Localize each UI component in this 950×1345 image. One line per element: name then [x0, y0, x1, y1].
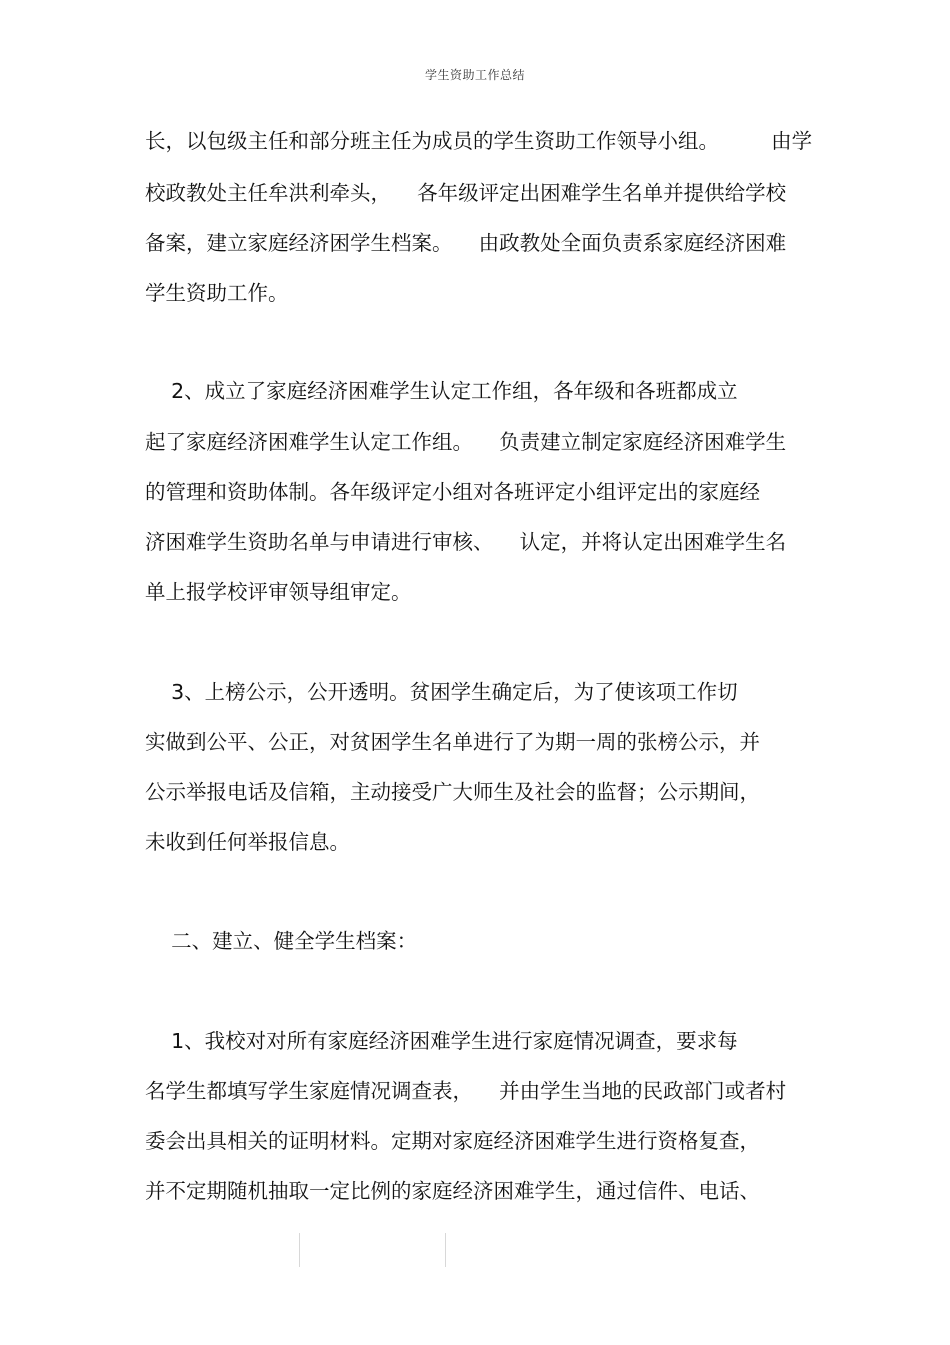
- paragraph-line: 3、上榜公示，公开透明。贫困学生确定后，为了使该项工作切: [145, 680, 738, 704]
- paragraph-line: 学生资助工作。: [145, 281, 289, 305]
- paragraph-line: 未收到任何举报信息。: [145, 830, 350, 854]
- paragraph-line: 2、成立了家庭经济困难学生认定工作组，各年级和各班都成立: [145, 379, 738, 403]
- paragraph-line: 起了家庭经济困难学生认定工作组。 负责建立制定家庭经济困难学生: [145, 430, 787, 454]
- paragraph-line: 济困难学生资助名单与申请进行审核、 认定，并将认定出困难学生名: [145, 530, 787, 554]
- page-header-title: 学生资助工作总结: [424, 68, 525, 82]
- paragraph-line: 并不定期随机抽取一定比例的家庭经济困难学生，通过信件、电话、: [145, 1179, 760, 1203]
- paragraph-line: 名学生都填写学生家庭情况调查表， 并由学生当地的民政部门或者村: [145, 1079, 787, 1103]
- paragraph-line: 1、我校对对所有家庭经济困难学生进行家庭情况调查，要求每: [145, 1029, 738, 1053]
- paragraph-line: 校政教处主任牟洪利牵头， 各年级评定出困难学生名单并提供给学校: [145, 181, 787, 205]
- section-heading: 二、建立、健全学生档案：: [145, 929, 418, 953]
- footer-divider-left: [299, 1233, 300, 1267]
- paragraph-line: 备案，建立家庭经济困学生档案。 由政教处全面负责系家庭经济困难: [145, 231, 787, 255]
- footer-divider-right: [445, 1233, 446, 1267]
- paragraph-line: 单上报学校评审领导组审定。: [145, 580, 412, 604]
- paragraph-line: 公示举报电话及信箱，主动接受广大师生及社会的监督；公示期间，: [145, 780, 760, 804]
- paragraph-line: 委会出具相关的证明材料。定期对家庭经济困难学生进行资格复查，: [145, 1129, 760, 1153]
- paragraph-line: 长，以包级主任和部分班主任为成员的学生资助工作领导小组。 由学: [145, 129, 813, 153]
- paragraph-line: 实做到公平、公正，对贫困学生名单进行了为期一周的张榜公示，并: [145, 730, 760, 754]
- paragraph-line: 的管理和资助体制。各年级评定小组对各班评定小组评定出的家庭经: [145, 480, 760, 504]
